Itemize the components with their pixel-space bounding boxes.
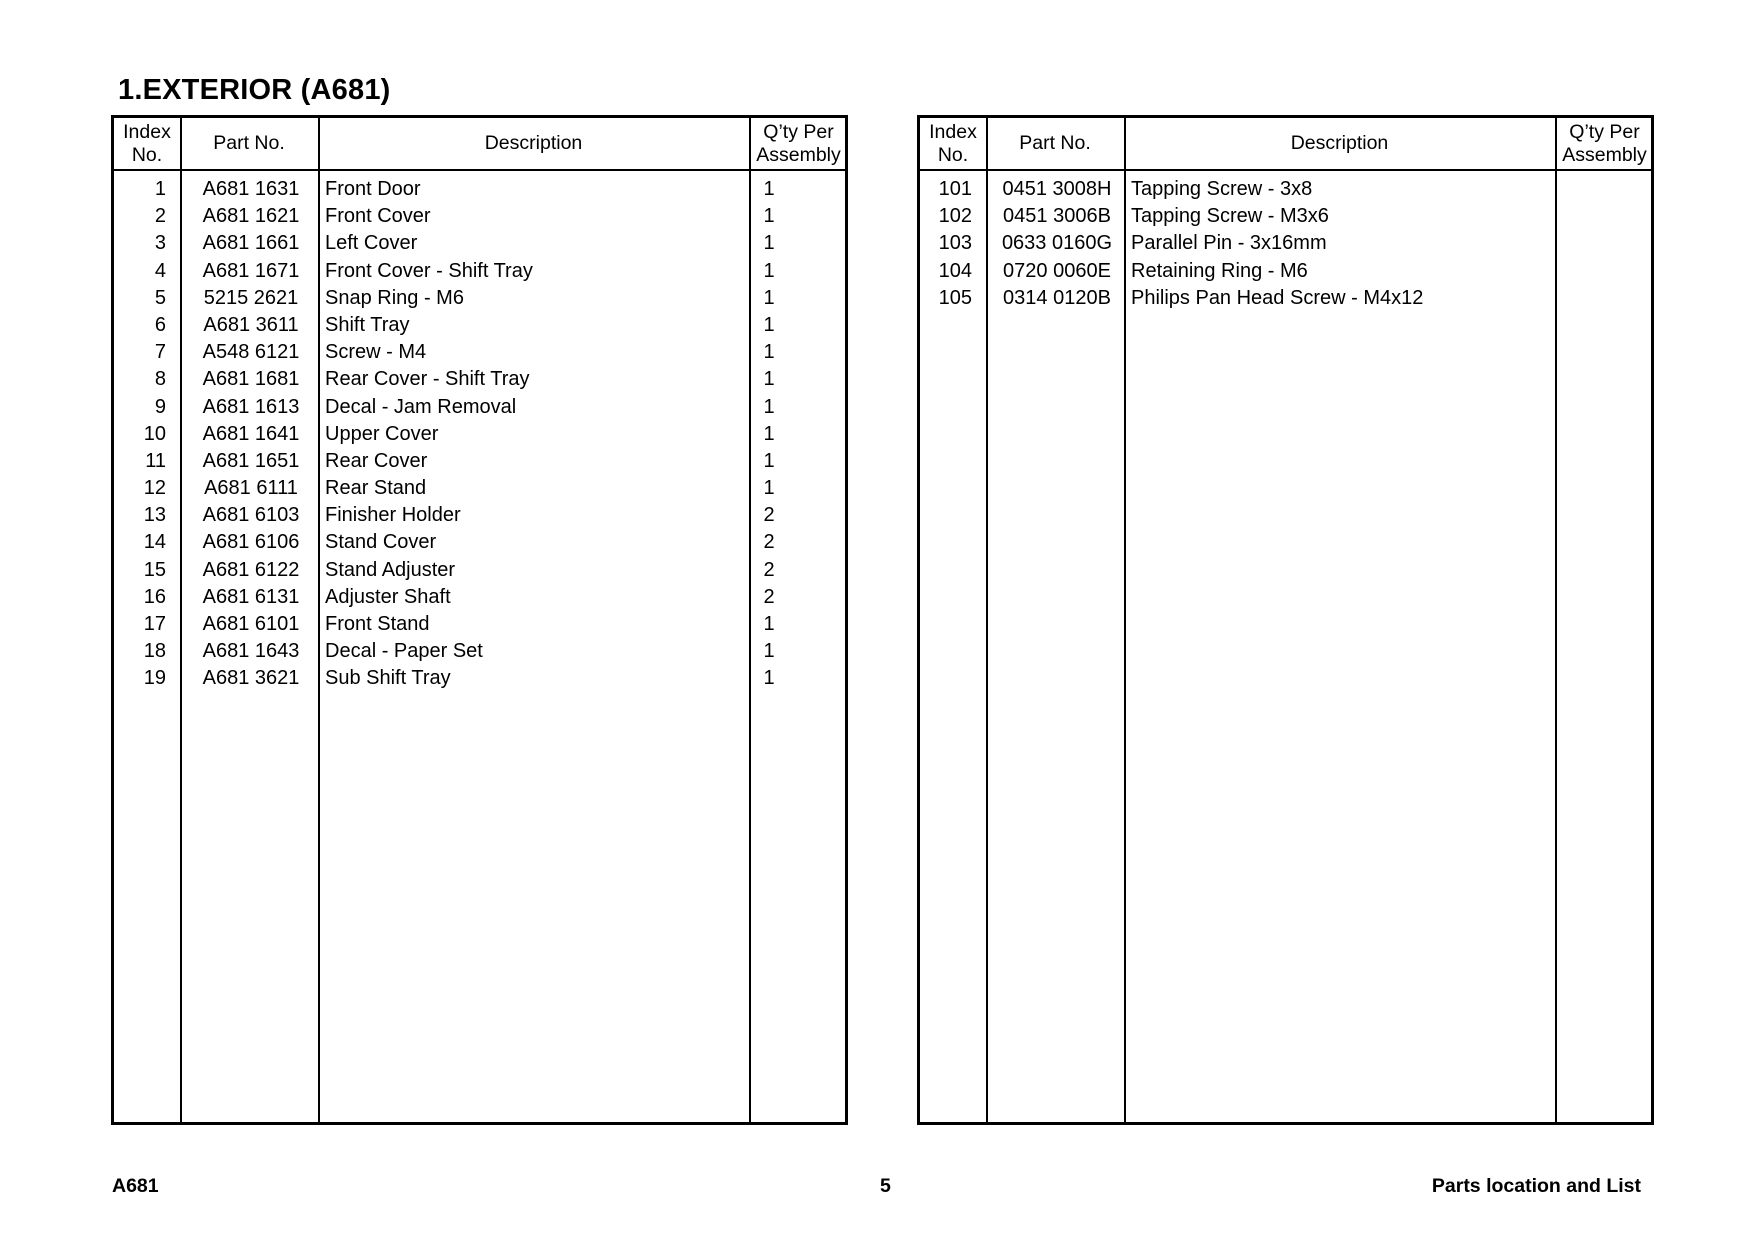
table-row bbox=[114, 502, 845, 529]
index-cell: 105 bbox=[938, 286, 972, 309]
part-no-cell: A681 3611 bbox=[203, 313, 299, 336]
description-cell: Shift Tray bbox=[325, 313, 410, 336]
index-cell: 102 bbox=[938, 205, 972, 228]
description-cell: Rear Stand bbox=[325, 477, 427, 500]
part-no-cell: A681 1671 bbox=[202, 259, 300, 282]
description-cell: Decal - Jam Removal bbox=[325, 395, 517, 418]
table-row bbox=[920, 258, 1651, 285]
header-index: Index No. bbox=[123, 120, 171, 166]
qty-cell: 1 bbox=[763, 313, 775, 336]
index-cell: 15 bbox=[143, 558, 166, 581]
table-row bbox=[114, 203, 845, 230]
parts-table-left bbox=[111, 115, 848, 1125]
qty-cell: 1 bbox=[763, 205, 775, 228]
index-cell: 1 bbox=[154, 178, 166, 200]
index-cell: 4 bbox=[154, 259, 166, 282]
index-cell: 18 bbox=[143, 640, 166, 663]
qty-cell: 1 bbox=[763, 341, 775, 364]
part-no-cell: A681 1681 bbox=[202, 368, 300, 391]
description-cell: Tapping Screw - 3x8 bbox=[1131, 178, 1313, 200]
footer-page-number: 5 bbox=[880, 1175, 891, 1197]
description-cell: Stand Cover bbox=[325, 531, 437, 554]
index-cell: 11 bbox=[145, 449, 166, 472]
parts-table-right bbox=[917, 115, 1654, 1125]
qty-cell: 1 bbox=[763, 395, 775, 418]
part-no-cell: A681 6103 bbox=[202, 504, 300, 527]
description-cell: Front Cover - Shift Tray bbox=[325, 259, 533, 282]
header-description: Description bbox=[1290, 132, 1389, 154]
description-cell: Front Door bbox=[325, 178, 421, 200]
part-no-cell: 0451 3006B bbox=[1003, 205, 1111, 228]
header-part-no: Part No. bbox=[1019, 132, 1091, 154]
part-no-cell: A681 1641 bbox=[202, 422, 300, 445]
description-cell: Rear Cover bbox=[325, 449, 428, 472]
index-cell: 9 bbox=[154, 395, 166, 418]
table-row bbox=[114, 529, 845, 556]
part-no-cell: A681 6122 bbox=[202, 558, 300, 581]
description-cell: Left Cover bbox=[325, 232, 418, 255]
part-no-cell: 0451 3008H bbox=[1002, 178, 1112, 200]
index-cell: 101 bbox=[938, 178, 972, 200]
header-rule bbox=[920, 169, 1651, 171]
header-rule bbox=[114, 169, 845, 171]
header-part-no: Part No. bbox=[213, 132, 285, 154]
index-cell: 12 bbox=[143, 477, 166, 500]
table-row bbox=[114, 339, 845, 366]
description-cell: Snap Ring - M6 bbox=[325, 286, 464, 309]
table-row bbox=[114, 557, 845, 584]
index-cell: 104 bbox=[938, 259, 972, 282]
index-cell: 10 bbox=[143, 422, 166, 445]
qty-cell: 1 bbox=[763, 178, 775, 200]
table-row bbox=[114, 611, 845, 638]
index-cell: 5 bbox=[154, 286, 166, 309]
description-cell: Tapping Screw - M3x6 bbox=[1131, 205, 1329, 228]
index-cell: 16 bbox=[143, 585, 166, 608]
description-cell: Rear Cover - Shift Tray bbox=[325, 368, 530, 391]
table-row bbox=[114, 638, 845, 665]
description-cell: Decal - Paper Set bbox=[325, 640, 483, 663]
description-cell: Sub Shift Tray bbox=[325, 667, 451, 690]
description-cell: Adjuster Shaft bbox=[325, 585, 451, 608]
index-cell: 19 bbox=[143, 667, 166, 690]
table-row bbox=[114, 285, 845, 312]
qty-cell: 2 bbox=[763, 558, 775, 581]
qty-cell: 1 bbox=[763, 286, 775, 309]
table-row bbox=[114, 475, 845, 502]
index-cell: 103 bbox=[938, 232, 972, 255]
index-cell: 8 bbox=[154, 368, 166, 391]
table-row bbox=[114, 258, 845, 285]
part-no-cell: A681 1631 bbox=[202, 178, 300, 200]
part-no-cell: 5215 2621 bbox=[203, 286, 299, 309]
qty-cell: 1 bbox=[763, 613, 775, 635]
part-no-cell: A681 6106 bbox=[202, 531, 300, 554]
part-no-cell: A548 6121 bbox=[202, 341, 300, 364]
header-description: Description bbox=[484, 132, 583, 154]
qty-cell: 1 bbox=[763, 422, 775, 445]
qty-cell: 1 bbox=[763, 368, 775, 391]
table-row bbox=[114, 584, 845, 611]
description-cell: Finisher Holder bbox=[325, 504, 461, 527]
part-no-cell: A681 1661 bbox=[202, 232, 300, 255]
table-row bbox=[920, 203, 1651, 230]
table-row bbox=[114, 230, 845, 257]
header-qty: Q’ty Per Assembly bbox=[1562, 120, 1647, 166]
table-row bbox=[114, 366, 845, 393]
index-cell: 6 bbox=[154, 313, 166, 336]
rows-right bbox=[920, 176, 1651, 312]
footer-section: Parts location and List bbox=[1431, 1175, 1641, 1197]
page-title: 1.EXTERIOR (A681) bbox=[118, 74, 391, 106]
part-no-cell: A681 1651 bbox=[202, 449, 300, 472]
table-row bbox=[920, 176, 1651, 203]
description-cell: Parallel Pin - 3x16mm bbox=[1131, 232, 1327, 255]
table-row bbox=[114, 665, 845, 692]
qty-cell: 2 bbox=[763, 504, 775, 527]
header-qty: Q’ty Per Assembly bbox=[756, 120, 841, 166]
description-cell: Front Cover bbox=[325, 205, 431, 228]
part-no-cell: A681 6111 bbox=[204, 477, 298, 500]
table-row bbox=[920, 285, 1651, 312]
table-row bbox=[920, 230, 1651, 257]
qty-cell: 2 bbox=[763, 531, 775, 554]
description-cell: Stand Adjuster bbox=[325, 558, 456, 581]
qty-cell: 1 bbox=[763, 232, 775, 255]
part-no-cell: A681 3621 bbox=[202, 667, 300, 690]
index-cell: 2 bbox=[154, 205, 166, 228]
table-row bbox=[114, 421, 845, 448]
table-row bbox=[114, 312, 845, 339]
index-cell: 13 bbox=[143, 504, 166, 527]
part-no-cell: 0633 0160G bbox=[1001, 232, 1113, 255]
part-no-cell: 0314 0120B bbox=[1003, 286, 1111, 309]
description-cell: Philips Pan Head Screw - M4x12 bbox=[1131, 286, 1424, 309]
header-index: Index No. bbox=[929, 120, 977, 166]
table-row bbox=[114, 448, 845, 475]
part-no-cell: A681 6131 bbox=[202, 585, 300, 608]
index-cell: 17 bbox=[143, 613, 166, 635]
description-cell: Front Stand bbox=[325, 613, 430, 635]
part-no-cell: A681 1613 bbox=[202, 395, 300, 418]
part-no-cell: A681 1643 bbox=[202, 640, 300, 663]
qty-cell: 1 bbox=[763, 259, 775, 282]
description-cell: Retaining Ring - M6 bbox=[1131, 259, 1308, 282]
description-cell: Screw - M4 bbox=[325, 341, 427, 364]
rows-left bbox=[114, 176, 845, 693]
table-row bbox=[114, 394, 845, 421]
description-cell: Upper Cover bbox=[325, 422, 439, 445]
index-cell: 7 bbox=[154, 341, 166, 364]
index-cell: 14 bbox=[143, 531, 166, 554]
index-cell: 3 bbox=[154, 232, 166, 255]
footer-model: A681 bbox=[112, 1175, 159, 1197]
part-no-cell: A681 6101 bbox=[202, 613, 300, 635]
part-no-cell: 0720 0060E bbox=[1003, 259, 1111, 282]
part-no-cell: A681 1621 bbox=[202, 205, 300, 228]
qty-cell: 1 bbox=[763, 667, 775, 690]
qty-cell: 2 bbox=[763, 585, 775, 608]
qty-cell: 1 bbox=[763, 477, 775, 500]
qty-cell: 1 bbox=[763, 449, 775, 472]
qty-cell: 1 bbox=[763, 640, 775, 663]
table-row bbox=[114, 176, 845, 203]
